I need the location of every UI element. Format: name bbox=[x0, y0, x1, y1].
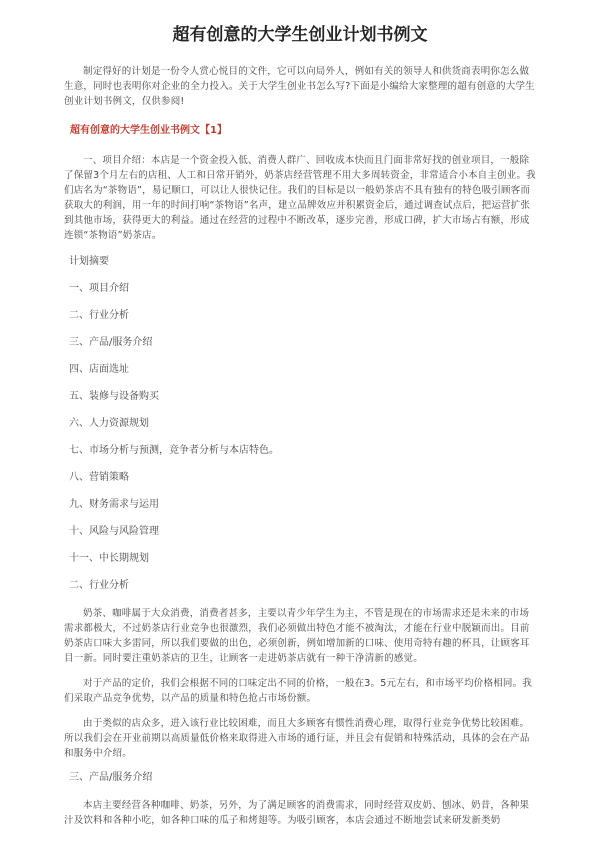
outline-item: 八、营销策略 bbox=[69, 472, 129, 483]
outline-item: 二、行业分析 bbox=[69, 580, 129, 591]
intro-paragraph: 制定得好的计划是一份令人赏心悦目的文件，它可以向局外人，例如有关的领导人和供货商表明你怎么做生意，同时也表明你对企业的全力投入。关于大学生创业书怎么写?下面是小编给大家整理的超有创意的大学生创业计划书例文，仅供参阅! bbox=[64, 66, 535, 107]
section-heading-text: 超有创意的大学生创业书例文 bbox=[70, 125, 200, 136]
outline-item: 十一、中长期规划 bbox=[69, 553, 149, 564]
industry-paragraph-1: 奶茶、咖啡属于大众消费，消费者甚多，主要以青少年学生为主，不管是现在的市场需求还是未来的市场需求都极大，不过奶茶店行业竞争也很激烈，我们必须做出特色才能不被淘汰，才能在行业中脱颖而出。目前奶茶店口味大多雷同，所以我们要做的出色，必须创新，例如增加新的口味、使用奇特有趣的杯具，让顾客耳目一新。同时要注重奶茶店的卫生，让顾客一走进奶茶店就有一种干净清新的感觉。 bbox=[64, 608, 530, 664]
industry-paragraph-3: 由于类似的店众多，进入该行业比较困难，而且大多顾客有惯性消费心理，取得行业竞争优势比较困难。所以我们会在开业前期以高质量低价格来取得进入市场的通行证，并且会有促销和特殊活动，具体的会在产品和服务中介绍。 bbox=[64, 718, 530, 759]
outline-item: 一、项目介绍 bbox=[69, 283, 129, 294]
project-intro-paragraph: 一、项目介绍：本店是一个资金投入低、消费人群广、回收成本快而且门面非常好找的创业项目，一般除了保留3个月左右的店租、人工和日常开销外，奶茶店经营管理不用大多周转资金，非常适合小本自主创业。我们店名为“茶物语”，易记顺口，可以让人很快记住。我们的目标是以一般奶茶店不具有独有的特色吸引顾客而获取大的利润，用一年的时间打响“茶物语”名声，建立品牌效应并积累资金后，通过调查试点后，把运营扩张到其他市场，获得更大的利益。通过在经营的过程中不断改革，逐步完善，形成口碑，扩大市场占有额，形成连锁“茶物语”奶茶店。 bbox=[64, 155, 536, 241]
industry-paragraph-2: 对于产品的定价，我们会根据不同的口味定出不同的价格，一般在3。5元左右，和市场平均价格相同。我们采取产品竞争优势，以产品的质量和特色抢占市场份额。 bbox=[64, 678, 532, 704]
outline-item: 十、风险与风险管理 bbox=[69, 526, 159, 537]
outline-list bbox=[64, 255, 536, 593]
document-title: 超有创意的大学生创业计划书例文 bbox=[172, 25, 428, 45]
outline-item: 计划摘要 bbox=[69, 256, 109, 267]
outline-item: 六、人力资源规划 bbox=[69, 418, 149, 429]
outline-item: 二、行业分析 bbox=[69, 310, 129, 321]
outline-item: 七、市场分析与预测，竞争者分析与本店特色。 bbox=[69, 445, 279, 456]
outline-item: 五、装修与设备购买 bbox=[69, 391, 159, 402]
outline-item: 九、财务需求与运用 bbox=[69, 499, 159, 510]
outline-item: 三、产品/服务介绍 bbox=[69, 337, 153, 348]
product-paragraph-1: 本店主要经营各种咖啡、奶茶，另外，为了满足顾客的消费需求，同时经营双皮奶、刨冰、奶昔，各种果汁及饮料和各种小吃，如各种口味的瓜子和烤翅等。为吸引顾客，本店会通过不断地尝试来研发新类奶 bbox=[64, 800, 530, 826]
section-heading-bracket: 【1】 bbox=[200, 125, 227, 136]
product-heading: 三、产品/服务介绍 bbox=[69, 772, 153, 783]
outline-item: 四、店面选址 bbox=[69, 364, 129, 375]
section-heading bbox=[64, 123, 536, 139]
